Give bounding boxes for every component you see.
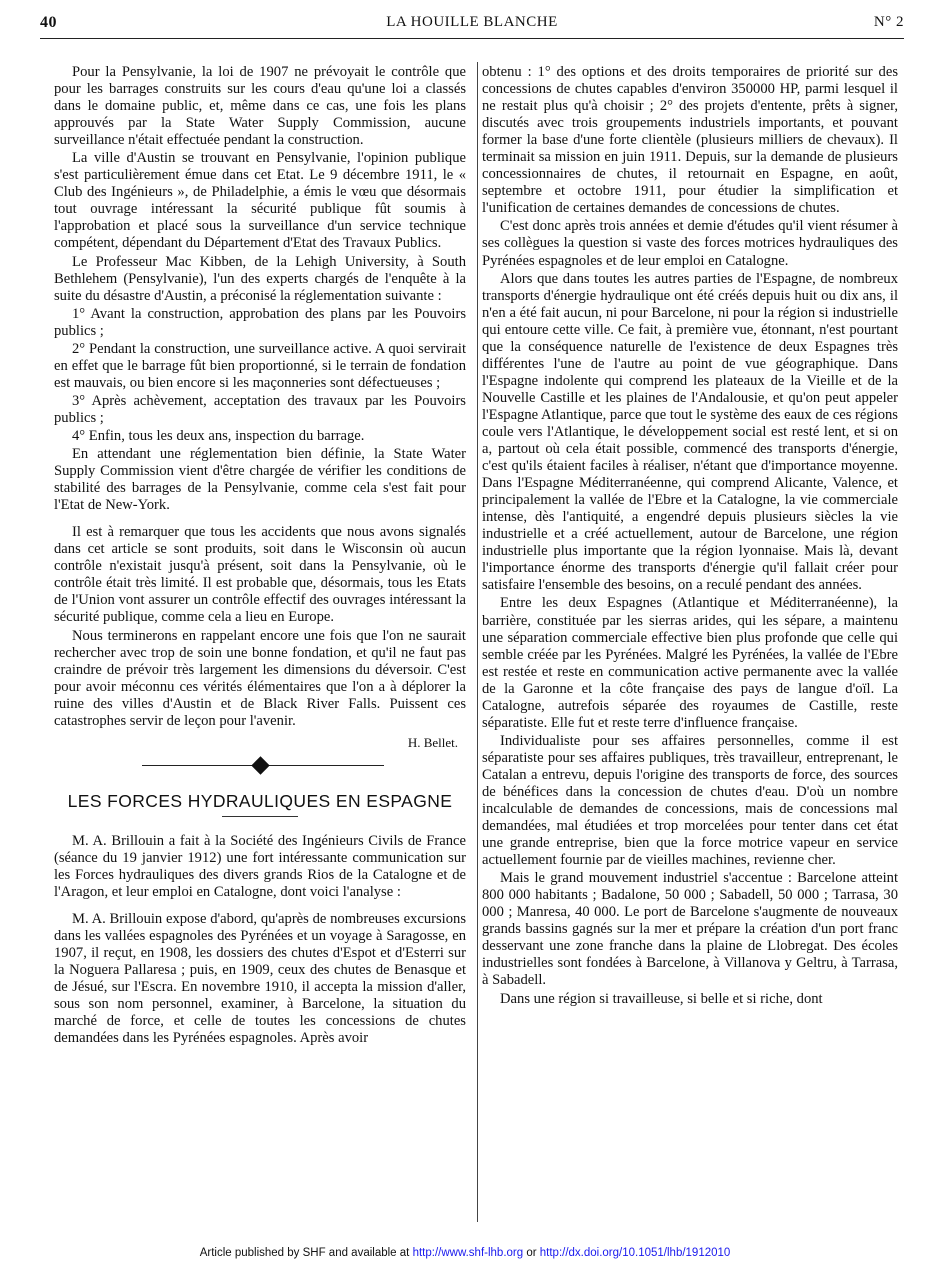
paragraph: M. A. Brillouin a fait à la Société des Ingénieurs Civils de France (séance du 19 janvier 1912) une fort intéressante communication sur les Forces hydrauliques des divers grands Rios de la Catalogne et de l'Aragon, et leur emploi en Catalogne, dont voici l'analyse : bbox=[54, 832, 466, 901]
paragraph: Il est à remarquer que tous les accidents que nous avons signalés dans cet article se sont produits, soit dans le Wisconsin où aucun contrôle n'existait jusqu'à présent, soit dans la Pensylvanie, où le contrôle était très limité. Il est probable que, désormais, tous les Etats de l'Union vont assurer un contrôle effectif des ouvrages intéressant la sécurité publique, comme cela a lieu en Europe. bbox=[54, 524, 466, 626]
paragraph: M. A. Brillouin expose d'abord, qu'après de nombreuses excursions dans les vallées espagnoles des Pyrénées et un voyage à Saragosse, en 1907, il reçut, en 1908, les dossiers des chutes d'Espot et d'Esterri sur la Noguera Pallaresa ; puis, en 1909, ceux des chutes de Benasque et de Jésué, sur l'Escra. En novembre 1910, il accepta la mission d'aller, sous son nom personnel, examiner, à Barcelone, la situation du marché de force, et celle de toutes les concessions de chutes demandées dans les Pyrénées espagnoles. Après avoir bbox=[54, 911, 466, 1047]
list-item: 3° Après achèvement, acceptation des travaux par les Pouvoirs publics ; bbox=[54, 392, 466, 426]
paragraph: Pour la Pensylvanie, la loi de 1907 ne prévoyait le contrôle que pour les barrages construits sur les cours d'eau qu'une loi a classés dans le domaine public, et, même dans ce cas, une fois les plans approuvés par la State Water Supply Commission, aucune surveillance n'était effectuée pendant la construction. bbox=[54, 64, 466, 149]
running-header bbox=[40, 14, 904, 36]
list-item: 1° Avant la construction, approbation des plans par les Pouvoirs publics ; bbox=[54, 305, 466, 339]
author-signature: H. Bellet. bbox=[407, 734, 458, 750]
title-rule bbox=[222, 816, 298, 817]
paragraph: C'est donc après trois années et demie d'études qu'il vient résumer à ses collègues la question si vaste des forces motrices hydrauliques des Pyrénées espagnoles et de leur emploi en Catalogne. bbox=[482, 218, 898, 269]
paragraph: Individualiste pour ses affaires personnelles, comme il est séparatiste pour ses affaires publiques, très travailleur, entreprenant, le Catalan a entrevu, depuis l'origine des transports de force, des sources de bénéfices dans la concession de chutes d'eau. D'où un nombre incalculable de demandes de concessions, mais de concessions mal demandées, mal étudiées et trop morcelées pour tenter dans cet état une grande entreprise, bien que la force motrice vapeur en service actuellement fournie par de vieilles machines, revienne cher. bbox=[482, 732, 898, 869]
paragraph: Mais le grand mouvement industriel s'accentue : Barcelone atteint 800 000 habitants ; Badalone, 50 000 ; Sabadell, 50 000 ; Tarrasa, 30 000 ; Manresa, 40 000. Le port de Barcelone s'augmente de nouveaux grands bassins gagnés sur la mer et prépare la création d'un port franc desservant une zone franche dans la plaine de Llobregat. Des écoles industrielles sont fondées à Barcelone, à Villanova y Geltru, à Tarrasa, à Sabadell. bbox=[482, 870, 898, 989]
journal-title: LA HOUILLE BLANCHE bbox=[386, 14, 558, 30]
footer-text: or bbox=[523, 1247, 540, 1259]
left-column bbox=[54, 64, 466, 1048]
section-ornament bbox=[54, 755, 466, 777]
right-column bbox=[482, 64, 898, 1009]
paragraph: Le Professeur Mac Kibben, de la Lehigh University, à South Bethlehem (Pensylvanie), l'un des experts chargés de l'enquête à la suite du désastre d'Austin, a préconisé la réglementation suivante : bbox=[54, 253, 466, 304]
header-rule bbox=[40, 38, 904, 39]
column-divider bbox=[477, 62, 478, 1222]
paragraph: obtenu : 1° des options et des droits temporaires de priorité sur des concessions de chutes capables d'environ 350000 HP, parmi lesquel il ne restait plus qu'à choisir ; 2° des projets d'entente, prêts à signer, discutés avec trois groupements industriels importants, et pouvant former la base d'une forte clientèle (plusieurs milliers de chevaux). Il terminait sa mission en juin 1911. Depuis, sur la demande de plusieurs concessionnaires de chutes, il retournait en Espagne, en août, septembre et octobre 1911, pour étudier la simplification et l'unification de certaines demandes de concessions de chutes. bbox=[482, 64, 898, 217]
footer-text: Article published by SHF and available at bbox=[199, 1247, 413, 1259]
paragraph: Entre les deux Espagnes (Atlantique et Méditerranéenne), la barrière, constituée par les sierras arides, qui les sépare, a maintenu une séparation commerciale effective bien plus profonde que celle qui semble créée par les Pyrénées. Malgré les Pyrénées, la vallée de l'Ebre est restée et reste en communication active permanente avec la vallée de la Garonne et la côte française des pays de langue d'oïl. La Catalogne, autrefois séparée des royaumes de Castille, reste séparatiste. Elle fut et reste terre d'influence française. bbox=[482, 595, 898, 731]
paragraph: En attendant une réglementation bien définie, la State Water Supply Commission vient d'être chargée de vérifier les conditions de stabilité des barrages de la Pensylvanie, comme cela s'est fait pour l'Etat de New-York. bbox=[54, 446, 466, 514]
page-number: 40 bbox=[40, 14, 57, 31]
paragraph: Dans une région si travailleuse, si belle et si riche, dont bbox=[500, 990, 823, 1007]
paragraph: La ville d'Austin se trouvant en Pensylvanie, l'opinion publique s'est particulièrement émue dans cet Etat. Le 9 décembre 1911, le « Club des Ingénieurs », de Philadelphie, a émis le vœu que désormais tout ouvrage intéressant la sécurité publique fût soumis à l'approbation et placé sous la surveillance d'un service technique compétent, dépendant du Département d'Etat des Travaux Publics. bbox=[54, 150, 466, 252]
ornament-diamond bbox=[251, 756, 269, 774]
section-title: LES FORCES HYDRAULIQUES EN ESPAGNE bbox=[67, 790, 453, 811]
shf-link[interactable]: http://www.shf-lhb.org bbox=[412, 1247, 524, 1259]
footer-note bbox=[0, 1247, 930, 1259]
list-item: 2° Pendant la construction, une surveillance active. A quoi servirait en effet que le barrage fût bien proportionné, si le terrain de fondation est mauvais, ou bien encore si les maçonneries sont défectueuses ; bbox=[54, 340, 466, 391]
paragraph: Alors que dans toutes les autres parties de l'Espagne, de nombreux transports d'énergie hydraulique ont été créés depuis huit ou dix ans, il n'en a été fait aucun, ni pour Barcelone, ni pour la région si industrielle qui entoure cette ville. Ce fait, à première vue, étonnant, n'est pourtant que la conséquence naturelle de l'existence de deux Espagnes très différentes l'une de l'autre au point de vue géographique. Dans l'Espagne indolente qui comprend les plateaux de la Vieille et de la Nouvelle Castille et les plaines de l'Andalousie, et qu'on peut appeler l'Espagne Atlantique, parce que tout le système des eaux de ces régions coule vers l'Atlantique, le développement social est resté lent, et si on a, partout où cela était possible, commencé des transports d'énergie, c'est qu'ils étaient faciles à réaliser, n'étant que d'importance moyenne. Dans l'Espagne Méditerranéenne, qui comprend Alicante, Valence, et principalement la vallée de l'Ebre et la Catalogne, la vie commerciale intense, dès l'antiquité, a engendré depuis plusieurs siècles la vie industrielle et a créé actuellement, autour de Barcelone, une région industrielle plus importante que la région lyonnaise. Mais là, devant l'importance énorme des transports d'énergie qu'il fallait créer pour satisfaire l'ensemble des besoins, on a reculé pendant des années. bbox=[482, 270, 898, 594]
paragraph: Nous terminerons en rappelant encore une fois que l'on ne saurait rechercher avec trop de soin une bonne fondation, et qu'il ne faut pas craindre de prévoir très largement les dimensions du déversoir. C'est pour avoir méconnu ces vérités élémentaires que l'on a à déplorer la ruine des villes d'Austin et de Black River Falls. Puissent ces catastrophes servir de leçon pour l'avenir. bbox=[54, 627, 466, 729]
list-item: 4° Enfin, tous les deux ans, inspection du barrage. bbox=[72, 427, 365, 444]
doi-link[interactable]: http://dx.doi.org/10.1051/lhb/1912010 bbox=[539, 1247, 731, 1259]
issue-number: N° 2 bbox=[873, 14, 904, 30]
